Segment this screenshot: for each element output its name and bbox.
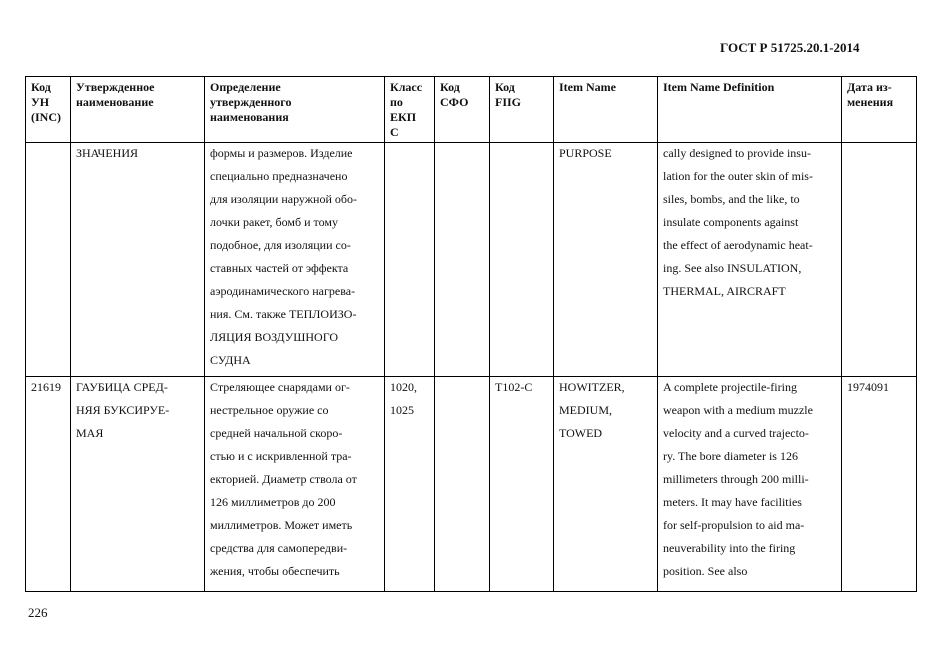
cell-change-date: 1974091 [842, 377, 917, 592]
table-row [26, 377, 917, 592]
page-number: 226 [28, 605, 48, 620]
table-row [26, 143, 917, 377]
cell-name-definition-ru: Стреляющее снарядами ог- нестрельное оружие со средней начальной скоро- стью и с искривленной тра- екторией. Диаметр ствола от 126 миллиметров до 200 миллиметров. Может иметь средства для самопередви- жения, чтобы обеспечить [205, 377, 385, 592]
header-name-definition-ru: Определение утвержденного наименования [205, 77, 385, 143]
cell-approved-name: ГАУБИЦА СРЕД- НЯЯ БУКСИРУЕ- МАЯ [71, 377, 205, 592]
cell-inc [26, 143, 71, 377]
table-header-row [26, 77, 917, 143]
header-approved-name: Утвержденное наименование [71, 77, 205, 143]
cell-class [385, 143, 435, 377]
header-item-name-definition: Item Name Definition [658, 77, 842, 143]
document-code: ГОСТ Р 51725.20.1-2014 [720, 40, 860, 55]
cell-sfo [435, 377, 490, 592]
cell-item-name: PURPOSE [554, 143, 658, 377]
cell-fiig: T102-C [490, 377, 554, 592]
nomenclature-table [25, 76, 917, 592]
cell-inc: 21619 [26, 377, 71, 592]
header-class: Класс по ЕКП С [385, 77, 435, 143]
cell-name-definition-ru: формы и размеров. Изделие специально предназначено для изоляции наружной обо- лочки ракет, бомб и тому подобное, для изоляции со- ставных частей от эффекта аэродинамического нагрева- ния. См. также ТЕПЛОИЗО- ЛЯЦИЯ ВОЗДУШНОГО СУДНА [205, 143, 385, 377]
cell-approved-name: ЗНАЧЕНИЯ [71, 143, 205, 377]
cell-item-name: HOWITZER, MEDIUM, TOWED [554, 377, 658, 592]
header-inc: Код УН (INC) [26, 77, 71, 143]
header-change-date: Дата из- менения [842, 77, 917, 143]
cell-sfo [435, 143, 490, 377]
header-sfo: Код СФО [435, 77, 490, 143]
cell-item-name-definition: A complete projectile-firing weapon with a medium muzzle velocity and a curved trajecto- ry. The bore diameter is 126 millimeters through 200 milli- meters. It may have facilities for self-propulsion to aid ma- neuverability into the firing position. See also [658, 377, 842, 592]
cell-item-name-definition: cally designed to provide insu- lation for the outer skin of mis- siles, bombs, and the like, to insulate components against the effect of aerodynamic heat- ing. See also INSULATION, THERMAL, AIRCRAFT [658, 143, 842, 377]
header-item-name: Item Name [554, 77, 658, 143]
cell-class: 1020, 1025 [385, 377, 435, 592]
header-fiig: Код FIIG [490, 77, 554, 143]
cell-change-date [842, 143, 917, 377]
cell-fiig [490, 143, 554, 377]
